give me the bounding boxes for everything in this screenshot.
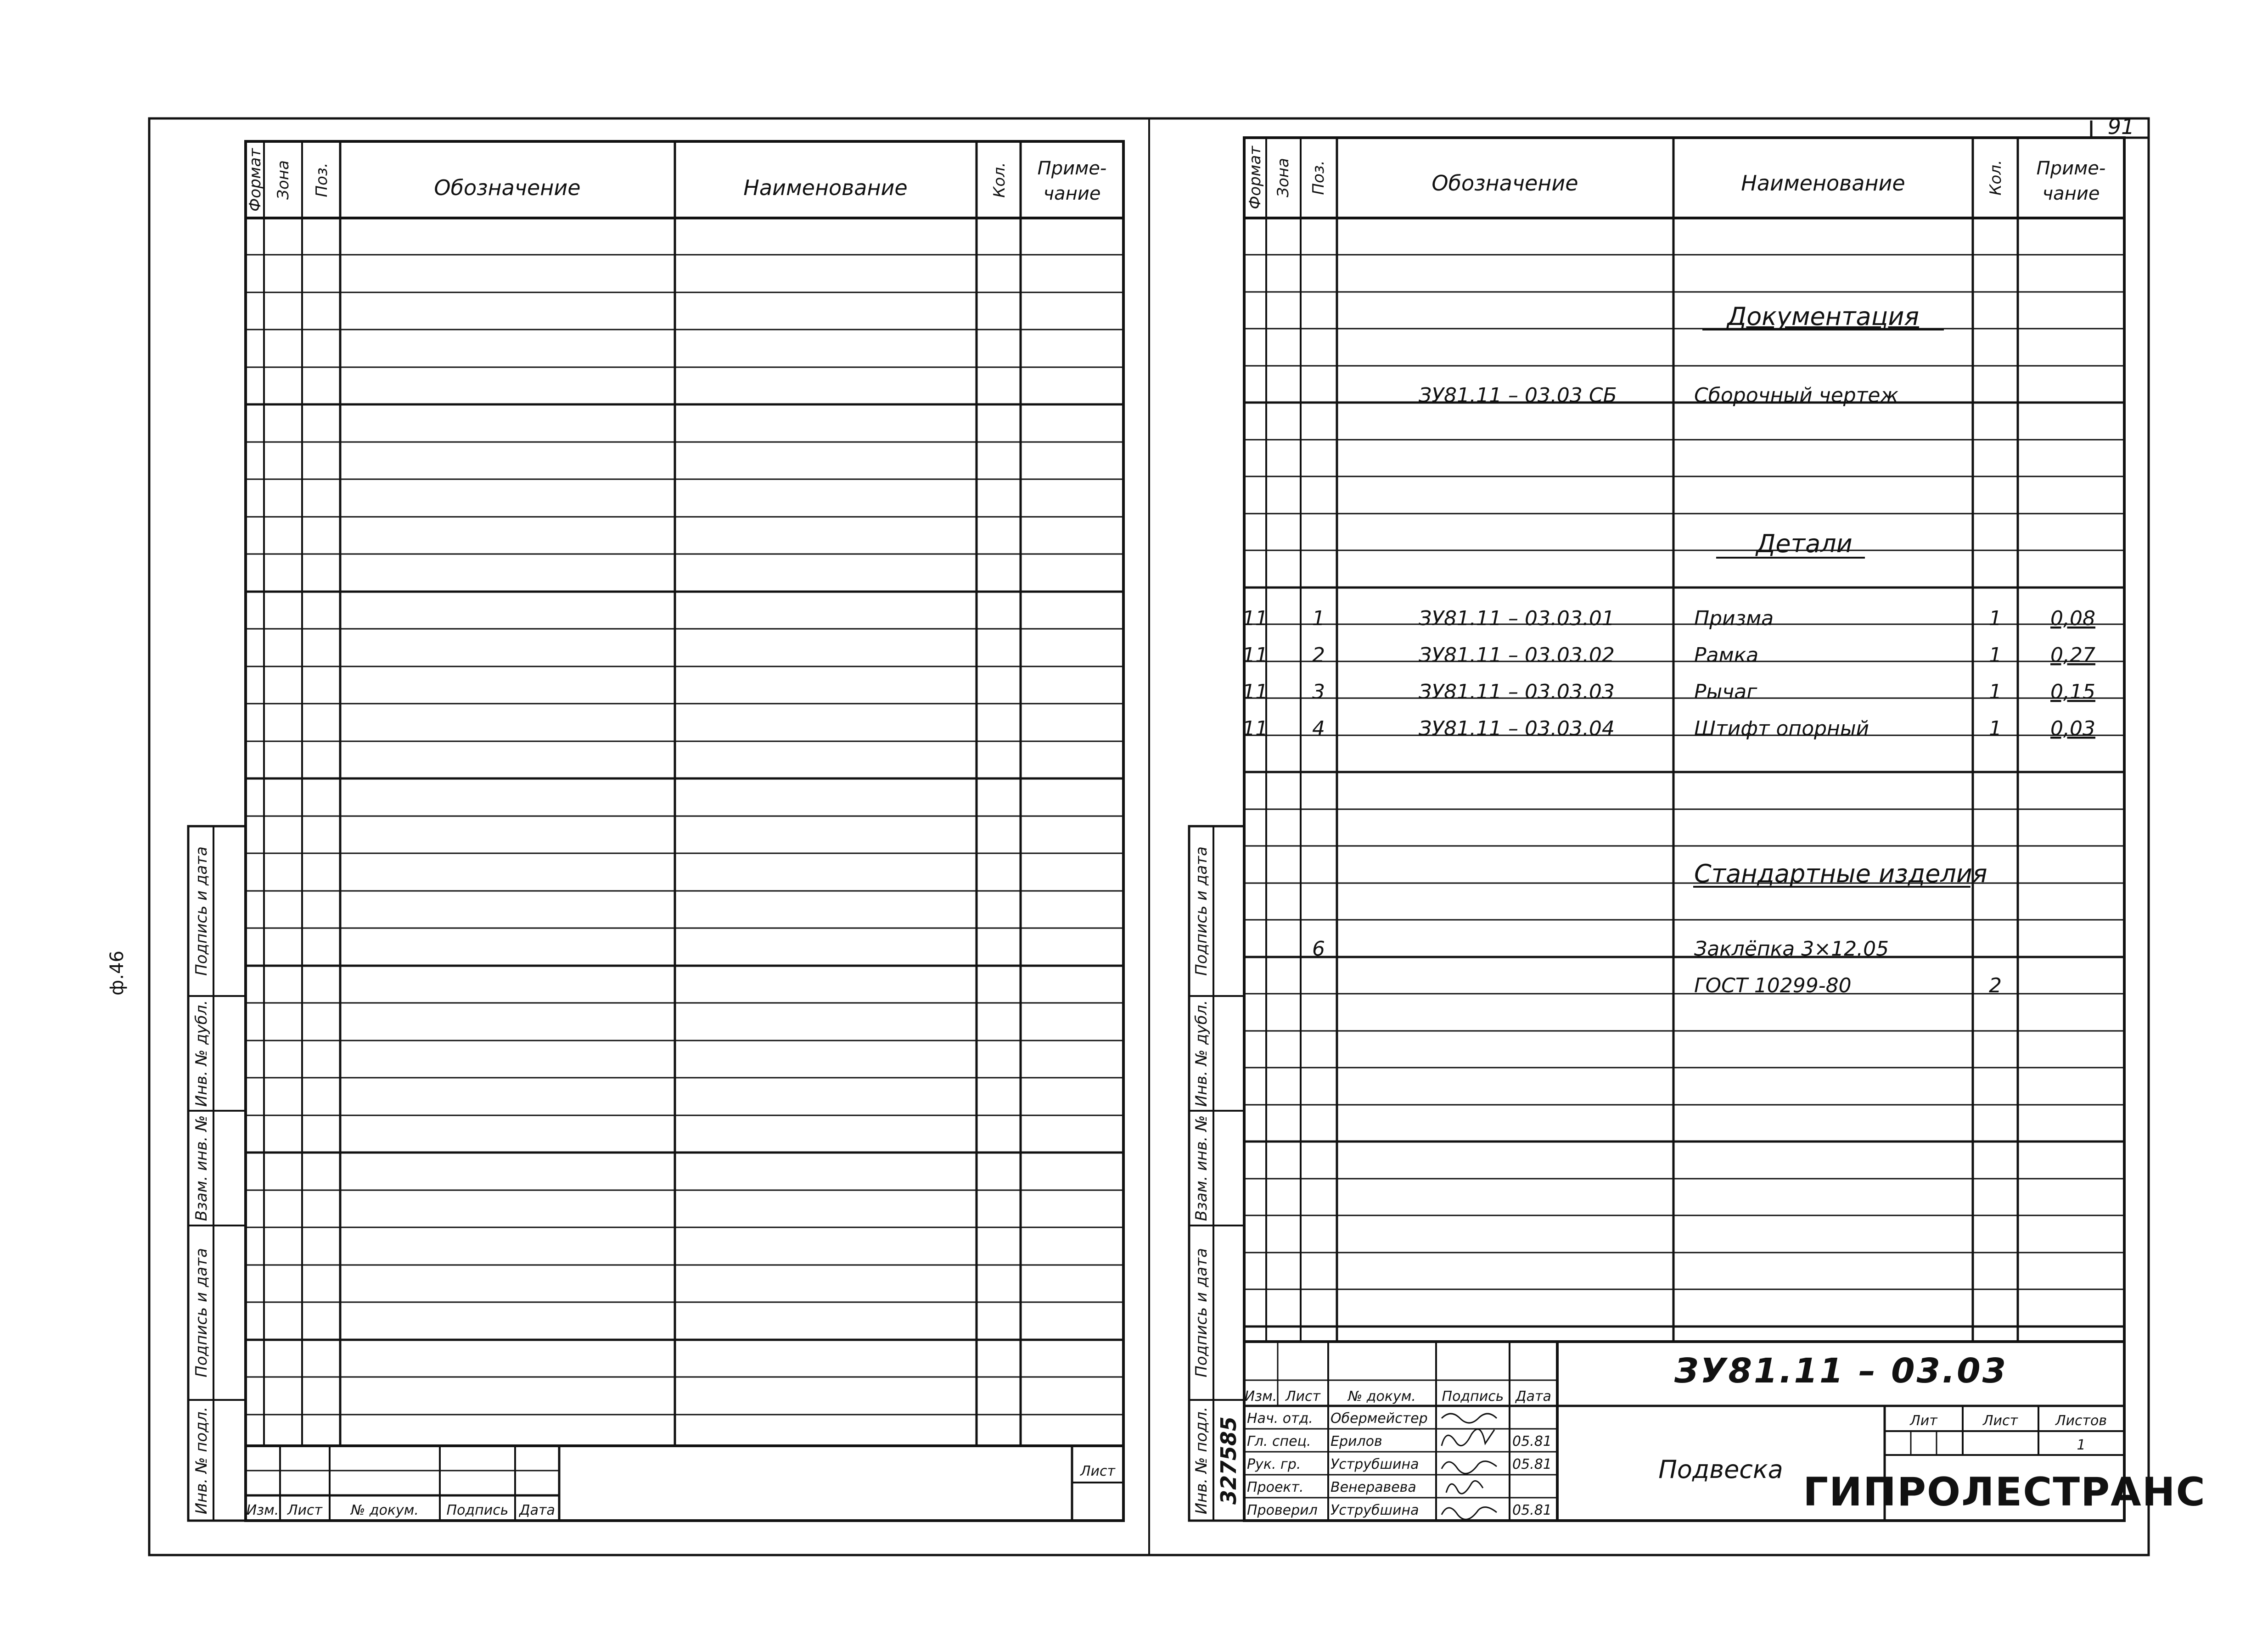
spec-details (1242, 529, 2095, 740)
left-rows (246, 255, 1123, 1415)
right-rows (1244, 255, 2124, 1326)
detail-designation: ЗУ81.11 – 03.03.03 (1419, 680, 1615, 704)
detail-name: Призма (1694, 607, 1774, 630)
tb-role: Проверил (1247, 1502, 1318, 1518)
detail-pos: 4 (1312, 717, 1325, 740)
page-mark: ф.46 (107, 951, 128, 996)
tb-role-date: 05.81 (1512, 1502, 1552, 1518)
left-stamp-vzam-inv: Взам. инв. № (192, 1115, 211, 1221)
left-hdr-qty: Кол. (990, 162, 1009, 198)
right-hdr-name: Наименование (1741, 171, 1905, 196)
left-title-block (246, 1446, 1123, 1521)
left-tb-list: Лист (287, 1502, 323, 1518)
tb-role-name: Уструбшина (1330, 1502, 1419, 1518)
left-stamp-sign-date-2: Подпись и дата (192, 1248, 211, 1377)
detail-row (1242, 717, 2095, 740)
tb-role: Рук. гр. (1247, 1456, 1301, 1472)
tb-sheets-label: Листов (2055, 1413, 2107, 1429)
left-stamp-inv-orig: Инв. № подл. (192, 1406, 211, 1515)
left-stamp-sign-date-1: Подпись и дата (192, 846, 211, 976)
right-stamp-inv-number: 327585 (1216, 1416, 1241, 1505)
detail-qty: 1 (1989, 644, 2002, 667)
left-hdr-designation: Обозначение (434, 175, 581, 200)
detail-name: Рамка (1694, 644, 1759, 667)
section-standard: Стандартные изделия (1694, 859, 1987, 888)
left-hdr-note-1: Приме- (1037, 158, 1107, 179)
sheet-number: 91 (2107, 114, 2135, 139)
tb-hdr-list: Лист (1285, 1388, 1321, 1405)
tb-role-date: 05.81 (1512, 1456, 1552, 1472)
right-hdr-designation: Обозначение (1432, 171, 1578, 196)
standard-name-1: Заклёпка 3×12.05 (1694, 937, 1889, 961)
detail-note: 0,27 (2050, 644, 2095, 667)
detail-pos: 1 (1312, 607, 1325, 630)
detail-name: Рычаг (1694, 680, 1757, 704)
detail-designation: ЗУ81.11 – 03.03.01 (1419, 607, 1615, 630)
left-hdr-name: Наименование (743, 175, 908, 200)
spec-standard (1312, 859, 2002, 997)
section-details: Детали (1756, 529, 1853, 558)
tb-lit-label: Лит (1910, 1413, 1937, 1429)
detail-designation: ЗУ81.11 – 03.03.02 (1419, 644, 1615, 667)
detail-format: 11 (1242, 644, 1268, 667)
left-hdr-pos: Поз. (313, 162, 331, 197)
left-tb-doc: № докум. (351, 1502, 419, 1518)
standard-name-2: ГОСТ 10299-80 (1694, 974, 1852, 997)
detail-note: 0,03 (2050, 717, 2095, 740)
right-spec-frame (1244, 138, 2124, 1521)
doc-item-designation: ЗУ81.11 – 03.03 СБ (1419, 384, 1617, 407)
right-hdr-qty: Кол. (1987, 160, 2005, 196)
detail-qty: 1 (1989, 717, 2002, 740)
title-block (1244, 1342, 2206, 1521)
detail-name: Штифт опорный (1694, 717, 1869, 740)
tb-role: Гл. спец. (1247, 1433, 1311, 1449)
right-hdr-format: Формат (1246, 146, 1264, 209)
doc-item-name: Сборочный чертеж (1694, 384, 1899, 407)
tb-designation: ЗУ81.11 – 03.03 (1674, 1351, 2008, 1391)
tb-organization: ГИПРОЛЕСТРАНС (1803, 1469, 2206, 1515)
standard-qty: 2 (1989, 974, 2002, 997)
tb-sheets-value: 1 (2077, 1437, 2086, 1453)
tb-hdr-doc: № докум. (1348, 1388, 1416, 1405)
detail-format: 11 (1242, 607, 1268, 630)
detail-qty: 1 (1989, 607, 2002, 630)
tb-role: Нач. отд. (1247, 1410, 1313, 1427)
left-tb-sheet-label: Лист (1080, 1463, 1116, 1479)
detail-pos: 3 (1312, 680, 1325, 704)
right-hdr-note-2: чание (2042, 183, 2100, 204)
detail-format: 11 (1242, 717, 1268, 740)
left-tb-sign: Подпись (446, 1502, 509, 1518)
detail-row (1242, 680, 2095, 704)
detail-qty: 1 (1989, 680, 2002, 704)
tb-hdr-date: Дата (1516, 1388, 1551, 1405)
right-stamp-vzam-inv: Взам. инв. № (1192, 1115, 1211, 1221)
left-hdr-zone: Зона (274, 160, 292, 200)
right-hdr-note-1: Приме- (2036, 158, 2106, 179)
tb-role-name: Уструбшина (1330, 1456, 1419, 1472)
right-stamp-inv-orig: Инв. № подл. (1192, 1406, 1211, 1515)
left-stamp-inv-dubl: Инв. № дубл. (192, 1000, 211, 1107)
tb-hdr-izm: Изм. (1244, 1388, 1277, 1405)
standard-pos: 6 (1312, 937, 1325, 961)
left-sheet (188, 141, 1123, 1521)
left-hdr-format: Формат (246, 148, 264, 212)
tb-doc-name: Подвеска (1658, 1455, 1783, 1484)
right-stamp-sign-date-2: Подпись и дата (1192, 1248, 1211, 1377)
signature-scribbles (1442, 1414, 1497, 1519)
tb-role-name: Обермейстер (1330, 1410, 1428, 1427)
right-hdr-zone: Зона (1274, 158, 1292, 197)
right-stamp-sign-date-1: Подпись и дата (1192, 846, 1211, 976)
detail-note: 0,15 (2050, 680, 2095, 704)
left-tb-date: Дата (519, 1502, 555, 1518)
left-tb-izm: Изм. (246, 1502, 279, 1518)
left-spec-frame (246, 141, 1123, 1521)
right-hdr-pos: Поз. (1309, 160, 1328, 195)
right-side-stamp (1189, 826, 1244, 1521)
detail-designation: ЗУ81.11 – 03.03.04 (1419, 717, 1615, 740)
left-hdr-note-2: чание (1043, 183, 1101, 204)
detail-note: 0,08 (2050, 607, 2095, 630)
tb-role: Проект. (1247, 1479, 1304, 1495)
left-side-stamp (188, 826, 246, 1521)
detail-pos: 2 (1312, 644, 1325, 667)
right-sheet (1189, 114, 2206, 1521)
tb-role-name: Ерилов (1330, 1433, 1382, 1449)
detail-row (1242, 644, 2095, 667)
spec-documentation (1419, 302, 1943, 407)
tb-role-date: 05.81 (1512, 1433, 1552, 1449)
right-stamp-inv-dubl: Инв. № дубл. (1192, 1000, 1211, 1107)
section-documentation: Документация (1727, 302, 1919, 331)
left-grid (246, 141, 1123, 1446)
right-header (1246, 145, 2105, 209)
detail-format: 11 (1242, 680, 1268, 704)
detail-row (1242, 607, 2095, 630)
tb-hdr-sign: Подпись (1442, 1388, 1504, 1405)
tb-role-name: Венеравева (1330, 1479, 1416, 1495)
tb-list-label: Лист (1982, 1413, 2018, 1429)
